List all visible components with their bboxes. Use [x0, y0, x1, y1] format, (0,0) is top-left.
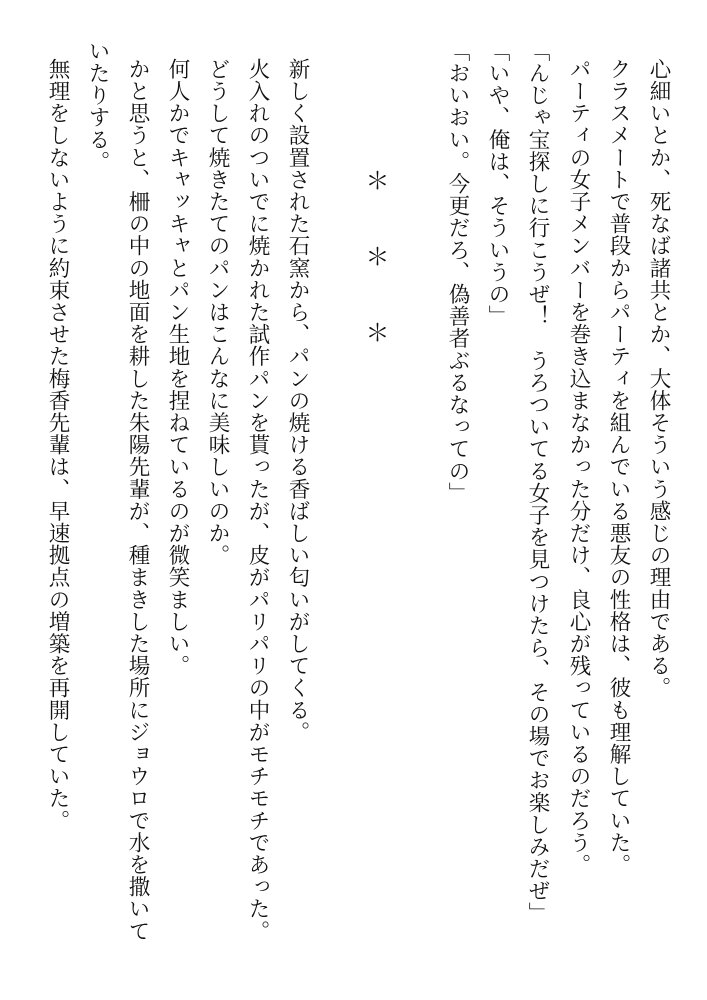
- text-line: クラスメートで普段からパーティを組んでいる悪友の性格は、彼も理解していた。: [606, 58, 631, 876]
- scene-break: ＊ ＊ ＊: [361, 168, 389, 358]
- text-line: 新しく設置された石窯から、パンの焼ける香ばしい匂いがしてくる。: [285, 58, 310, 744]
- text-line: どうして焼きたてのパンはこんなに美味しいのか。: [205, 58, 230, 567]
- text-line: パーティの女子メンバーを巻き込まなかった分だけ、良心が残っているのだろう。: [566, 58, 591, 876]
- dialogue-line: 「いや、俺は、そういうの」: [485, 40, 510, 328]
- text-line: 心細いとか、死なば諸共とか、大体そういう感じの理由である。: [646, 58, 671, 699]
- text-line-continuation: いたりする。: [85, 40, 110, 173]
- text-line: 何人かでキャッキャとパン生地を捏ねているのが微笑ましい。: [165, 58, 190, 677]
- text-line: かと思うと、柵の中の地面を耕した朱陽先輩が、種まきした場所にジョウロで水を撒いて: [125, 58, 150, 942]
- text-line: 火入れのついでに焼かれた試作パンを貰ったが、皮がパリパリの中がモチモチであった。: [245, 58, 270, 942]
- text-line: 無理をしないように約束させた梅香先輩は、早速拠点の増築を再開していた。: [45, 58, 70, 832]
- dialogue-line: 「おいおい。今更だろ、偽善者ぶるなっての」: [445, 40, 470, 505]
- dialogue-line: 「んじゃ宝探しに行こうぜ！ うろついてる女子を見つけたら、その場でお楽しみだぜ」: [525, 40, 550, 924]
